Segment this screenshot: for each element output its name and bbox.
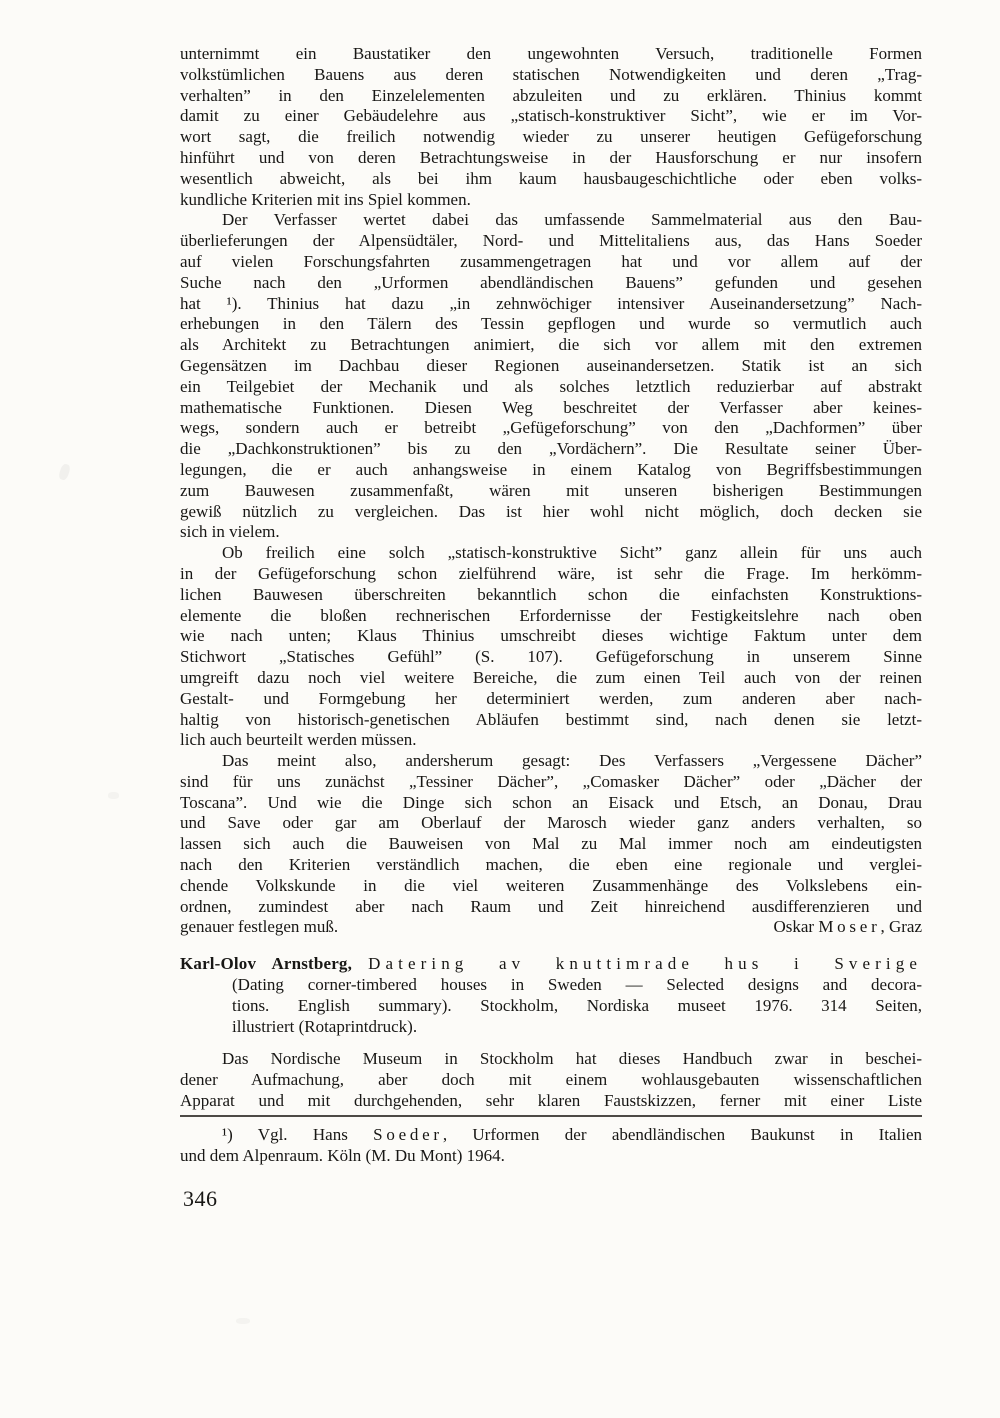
text-line: chende Volkskunde in die viel weiteren Zusammenhänge des Volkslebens ein- xyxy=(180,875,922,895)
text-run: ¹) Vgl. Hans xyxy=(222,1124,374,1144)
text-run-spaced-title: Datering av knuttimrade hus i Sverige xyxy=(368,954,922,974)
text-line: überlieferungen der Alpensüdtäler, Nord- und Mittelitaliens aus, das Hans Soeder xyxy=(180,231,922,251)
text-line: wort sagt, die freilich notwendig wieder zu unserer heutigen Gefügeforschung xyxy=(180,127,922,147)
text-line: und Save oder gar am Oberlauf der Marosch wieder ganz anders verhalten, so xyxy=(180,813,922,833)
text-line: sind für uns zunächst „Tessiner Dächer”, „Comasker Dächer” oder „Dächer der xyxy=(180,771,922,791)
paragraph-2 xyxy=(180,210,922,543)
text-line: hat ¹). Thinius hat dazu „in zehnwöchiger intensiver Auseinandersetzung” Nach- xyxy=(180,293,922,313)
text-line xyxy=(180,1125,922,1146)
text-line: die „Dachkonstruktionen” bis zu den „Vordächern”. Die Resultate seiner Über- xyxy=(180,439,922,459)
text-line: dener Aufmachung, aber doch mit einem wohlausgebauten wissenschaftlichen xyxy=(180,1070,922,1090)
text-line: sich in vielem. xyxy=(180,522,280,542)
text-line: lich auch beurteilt werden müssen. xyxy=(180,730,417,750)
text-line: illustriert (Rotaprintdruck). xyxy=(232,1016,418,1036)
text-run: , Graz xyxy=(880,917,922,937)
paragraph-3 xyxy=(180,543,922,751)
text-line: Ob freilich eine solch „statisch-konstruktive Sicht” ganz allein für uns auch xyxy=(222,543,922,563)
text-line: unternimmt ein Baustatiker den ungewohnten Versuch, traditionelle Formen xyxy=(180,44,922,63)
text-block xyxy=(180,44,922,1166)
text-run xyxy=(352,954,368,973)
text-line: wesentlich abweicht, als bei ihm kaum hausbaugeschichtliche oder eben volks- xyxy=(180,168,922,188)
text-line: lassen sich auch die Bauweisen von Mal zu Mal immer noch am eindeutigsten xyxy=(180,834,922,854)
page-number: 346 xyxy=(183,1186,218,1211)
text-line: Apparat und mit durchgehenden, sehr klaren Faustskizzen, ferner mit einer Liste xyxy=(180,1091,922,1111)
text-line: ein Teilgebiet der Mechanik und als solches letztlich reduzierbar auf abstrakt xyxy=(180,376,922,396)
text-line: (Dating corner-timbered houses in Sweden — Selected designs and decora- xyxy=(232,975,922,995)
text-line: Toscana”. Und wie die Dinge sich schon an Eisack und Etsch, an Donau, Drau xyxy=(180,792,922,812)
text-line: ordnen, zumindest aber nach Raum und Zeit hinreichend ausdifferenzieren und xyxy=(180,896,922,916)
text-line: Suche nach den „Urformen abendländischen Bauens” gefunden und gesehen xyxy=(180,272,922,292)
text-line: als Architekt zu Betrachtungen animiert, die sich vor allem mit den extremen xyxy=(180,335,922,355)
text-line: Das meint also, andersherum gesagt: Des Verfassers „Vergessene Dächer” xyxy=(222,751,922,771)
text-line: volkstümlichen Bauens aus deren statischen Notwendigkeiten und deren „Trag- xyxy=(180,64,922,84)
scan-artifact xyxy=(58,463,72,481)
text-line: Gegensätzen im Dachbau dieser Regionen auseinandersetzen. Statik ist an sich xyxy=(180,355,922,375)
text-line: gewiß nützlich zu vergleichen. Das ist hier wohl nicht möglich, doch decken sie xyxy=(180,501,922,521)
text-line: lichen Bauwesen überschreiten bekanntlich schon die einfachsten Konstruktions- xyxy=(180,584,922,604)
text-line: auf vielen Forschungsfahrten zusammengetragen hat und vor allem auf der xyxy=(180,251,922,271)
text-line: kundliche Kriterien mit ins Spiel kommen. xyxy=(180,189,471,209)
text-line: tions. English summary). Stockholm, Nordiska museet 1976. 314 Seiten, xyxy=(232,995,922,1015)
text-line: legungen, die er auch anhangsweise in einem Katalog von Begriffsbestimmungen xyxy=(180,459,922,479)
text-run: Oskar xyxy=(773,917,819,937)
text-line: haltig von historisch-genetischen Abläufen bestimmt sind, nach denen sie letzt- xyxy=(180,709,922,729)
text-line: wie nach unten; Klaus Thinius umschreibt dieses wichtige Faktum unter dem xyxy=(180,626,922,646)
text-line: zum Bauwesen zusammenfaßt, wären mit unseren bisherigen Bestimmungen xyxy=(180,480,922,500)
paragraph-4-signature-line xyxy=(180,917,922,938)
scan-artifact xyxy=(236,1318,250,1324)
text-run-spaced-name: Soeder xyxy=(373,1124,443,1144)
text-line: damit zu einer Gebäudelehre aus „statisch-konstruktiver Sicht”, wie er im Vor- xyxy=(180,106,922,126)
text-line: verhalten” in den Einzelelementen abzuleiten und zu erklären. Thinius kommt xyxy=(180,85,922,105)
paragraph-6 xyxy=(180,1049,922,1111)
footnote-separator xyxy=(180,1115,922,1117)
footnote xyxy=(180,1125,922,1167)
text-line: umgreift dazu noch viel weitere Bereiche, die zum einen Teil auch von der reinen xyxy=(180,667,922,687)
text-line: hinführt und von deren Betrachtungsweise in der Hausforschung er nur insofern xyxy=(180,147,922,167)
text-run-bold: Karl-Olov Arnstberg, xyxy=(180,954,353,974)
text-line: Der Verfasser wertet dabei das umfassende Sammelmaterial aus den Bau- xyxy=(222,210,922,230)
paragraph-4 xyxy=(180,751,922,938)
text-line: wegs, sondern auch er betreibt „Gefügeforschung” von den „Dachformen” über xyxy=(180,418,922,438)
text-line xyxy=(180,954,922,975)
bibliography-entry xyxy=(180,954,922,1037)
text-line: Das Nordische Museum in Stockholm hat dieses Handbuch zwar in beschei- xyxy=(222,1049,922,1069)
text-run: , Urformen der abendländischen Baukunst in Italien xyxy=(442,1124,922,1144)
text-line: Stichwort „Statisches Gefühl” (S. 107). Gefügeforschung in unserem Sinne xyxy=(180,647,922,667)
signature-left-text: genauer festlegen muß. xyxy=(180,917,339,937)
text-line: erhebungen in den Tälern des Tessin gepflogen und wurde so vermutlich auch xyxy=(180,314,922,334)
text-line: mathematische Funktionen. Diesen Weg beschreitet der Verfasser aber keines- xyxy=(180,397,922,417)
text-run-spaced-name: Moser xyxy=(818,917,881,937)
text-line: und dem Alpenraum. Köln (M. Du Mont) 1964. xyxy=(180,1145,505,1165)
text-line: nach den Kriterien verständlich machen, die eben eine regionale und verglei- xyxy=(180,855,922,875)
text-line: in der Gefügeforschung schon zielführend wäre, ist sehr die Frage. Im herkömm- xyxy=(180,563,922,583)
paragraph-1 xyxy=(180,44,922,210)
scan-artifact xyxy=(108,792,119,799)
reviewer-signature xyxy=(773,917,922,938)
text-line: Gestalt- und Formgebung her determiniert werden, zum anderen aber nach- xyxy=(180,688,922,708)
text-line: elemente die bloßen rechnerischen Erfordernisse der Festigkeitslehre nach oben xyxy=(180,605,922,625)
